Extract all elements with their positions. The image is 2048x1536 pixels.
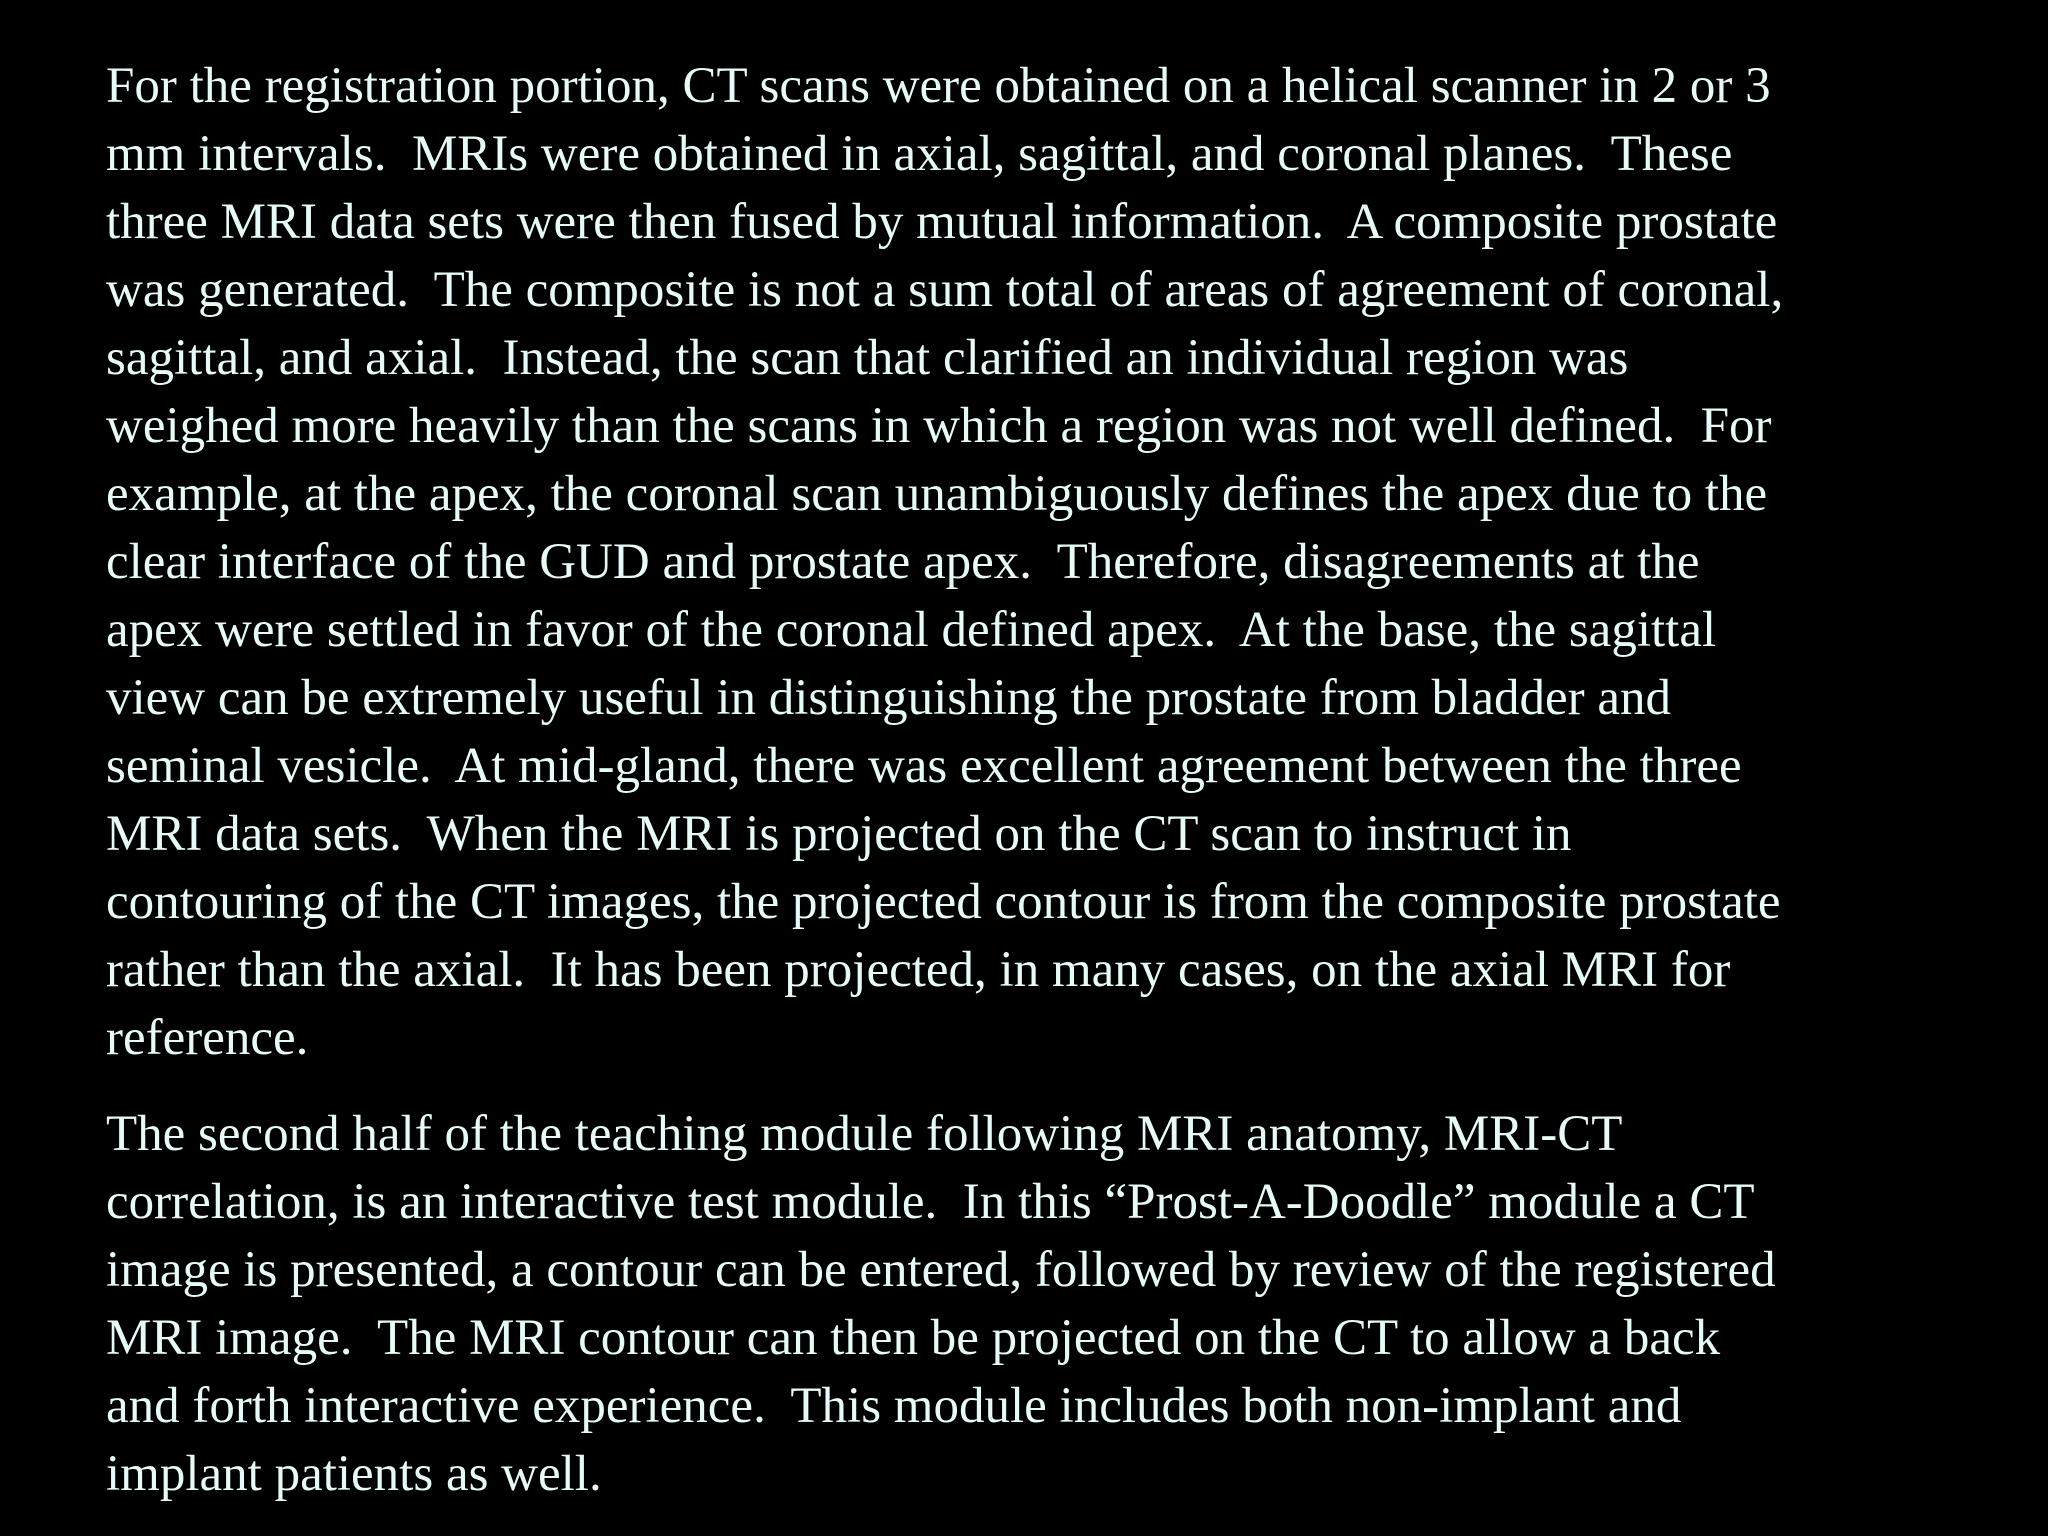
text-line: image is presented, a contour can be entered, followed by review of the registered (106, 1242, 1776, 1298)
text-line: MRI data sets. When the MRI is projected on the CT scan to instruct in (106, 806, 1572, 862)
text-line: reference. (106, 1010, 309, 1066)
text-line: view can be extremely useful in distinguishing the prostate from bladder and (106, 670, 1671, 726)
text-line: sagittal, and axial. Instead, the scan that clarified an individual region was (106, 330, 1629, 386)
text-line: was generated. The composite is not a sum total of areas of agreement of coronal, (106, 262, 1784, 318)
text-line: seminal vesicle. At mid-gland, there was excellent agreement between the three (106, 738, 1742, 794)
text-line: For the registration portion, CT scans were obtained on a helical scanner in 2 or 3 (106, 58, 1771, 114)
paragraph-registration (106, 52, 1986, 1072)
text-line: rather than the axial. It has been projected, in many cases, on the axial MRI for (106, 942, 1731, 998)
text-line: The second half of the teaching module following MRI anatomy, MRI-CT (106, 1106, 1623, 1162)
text-line: correlation, is an interactive test module. In this “Prost-A-Doodle” module a CT (106, 1174, 1755, 1230)
text-line: example, at the apex, the coronal scan unambiguously defines the apex due to the (106, 466, 1768, 522)
text-line: contouring of the CT images, the projected contour is from the composite prostate (106, 874, 1781, 930)
text-line: three MRI data sets were then fused by mutual information. A composite prostate (106, 194, 1778, 250)
paragraph-teaching-module (106, 1100, 1986, 1508)
text-line: MRI image. The MRI contour can then be projected on the CT to allow a back (106, 1310, 1721, 1366)
text-line: clear interface of the GUD and prostate apex. Therefore, disagreements at the (106, 534, 1700, 590)
text-line: and forth interactive experience. This module includes both non-implant and (106, 1378, 1682, 1434)
text-line: weighed more heavily than the scans in which a region was not well defined. For (106, 398, 1772, 454)
text-line: apex were settled in favor of the coronal defined apex. At the base, the sagittal (106, 602, 1717, 658)
text-line: mm intervals. MRIs were obtained in axial, sagittal, and coronal planes. These (106, 126, 1733, 182)
text-body (106, 52, 1986, 1508)
text-line: implant patients as well. (106, 1446, 602, 1502)
